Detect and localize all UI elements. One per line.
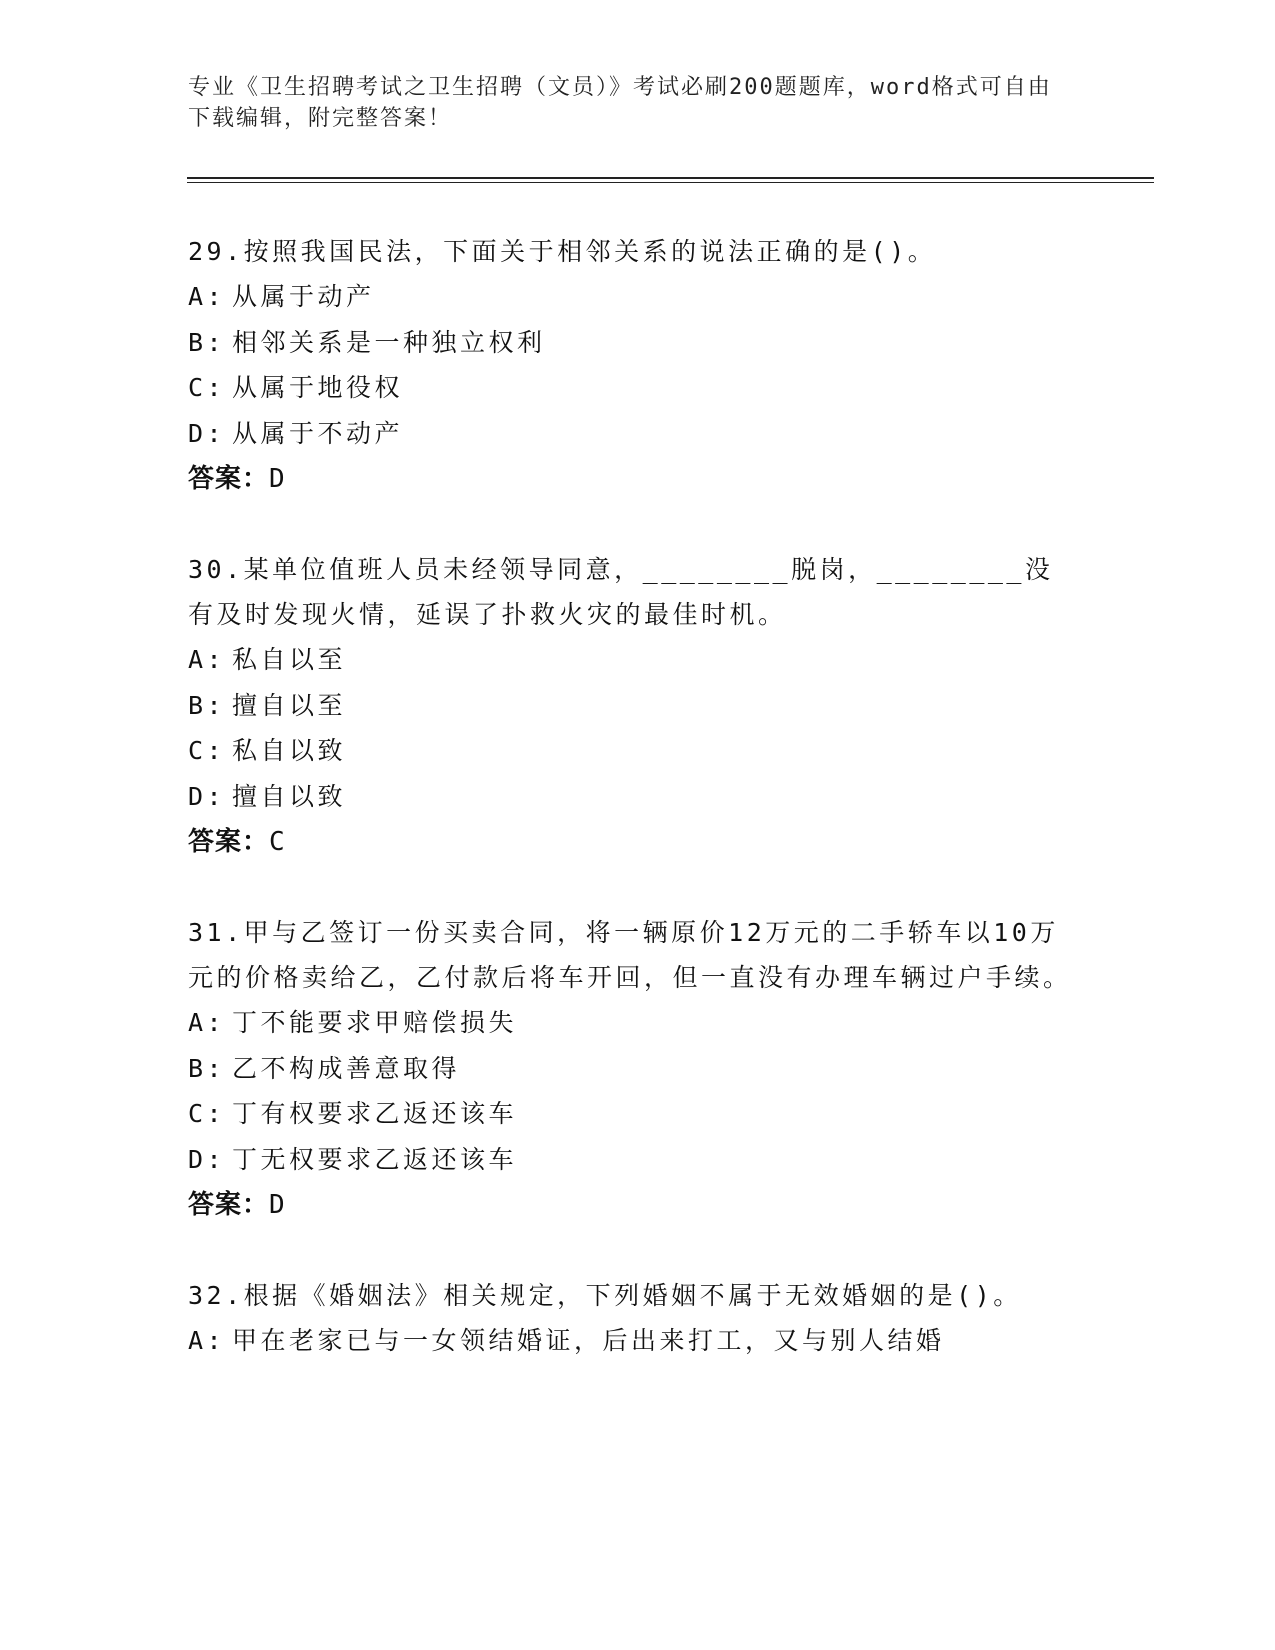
option-letter: A: <box>188 1326 226 1355</box>
option-letter: A: <box>188 645 226 674</box>
answer-label: 答案： <box>188 827 270 857</box>
header-divider-thin <box>187 182 1154 183</box>
option-letter: D: <box>188 1144 226 1174</box>
option-b <box>188 320 1078 366</box>
option-text: 私自以致 <box>232 736 347 765</box>
option-text: 丁无权要求乙返还该车 <box>232 1144 518 1174</box>
option-a <box>188 274 1078 320</box>
header-text: 专业《卫生招聘考试之卫生招聘（文员）》考试必刷200题题库，word格式可自由下载编辑，附完整答案！ <box>188 75 1052 131</box>
question-stem: 30.某单位值班人员未经领导同意，________脱岗，________没有及时发现火情，延误了扑救火灾的最佳时机。 <box>188 555 1054 629</box>
answer-value: D <box>269 464 287 494</box>
question-29 <box>188 229 1078 502</box>
option-letter: C: <box>188 1099 226 1128</box>
question-stem: 31.甲与乙签订一份买卖合同，将一辆原价12万元的二手轿车以10万元的价格卖给乙，乙付款后将车开回，但一直没有办理车辆过户手续。 <box>188 918 1072 992</box>
answer-label: 答案： <box>188 1190 270 1220</box>
question-32 <box>188 1273 1078 1364</box>
option-a <box>188 637 1078 683</box>
option-d <box>188 411 1078 457</box>
option-letter: C: <box>188 736 226 765</box>
option-text: 相邻关系是一种独立权利 <box>232 327 546 357</box>
answer-value: D <box>269 1190 287 1220</box>
option-d <box>188 1137 1078 1183</box>
option-text: 甲在老家已与一女领结婚证，后出来打工，又与别人结婚 <box>232 1326 945 1355</box>
option-letter: A: <box>188 282 226 311</box>
option-text: 乙不构成善意取得 <box>232 1053 461 1083</box>
question-list <box>188 229 1078 1409</box>
option-text: 擅自以至 <box>232 690 347 720</box>
answer-line <box>188 1182 1078 1228</box>
option-text: 丁有权要求乙返还该车 <box>232 1099 518 1128</box>
option-text: 从属于动产 <box>232 282 375 311</box>
option-letter: D: <box>188 418 226 448</box>
option-text: 从属于不动产 <box>232 418 404 448</box>
option-letter: A: <box>188 1008 226 1037</box>
option-a <box>188 1318 1078 1364</box>
option-text: 从属于地役权 <box>232 373 404 402</box>
option-text: 擅自以致 <box>232 781 347 811</box>
question-30 <box>188 547 1078 865</box>
question-stem: 32.根据《婚姻法》相关规定，下列婚姻不属于无效婚姻的是()。 <box>188 1281 1022 1310</box>
option-text: 丁不能要求甲赔偿损失 <box>232 1008 518 1037</box>
document-header <box>188 72 1068 134</box>
option-text: 私自以至 <box>232 645 347 674</box>
option-c <box>188 365 1078 411</box>
option-letter: D: <box>188 781 226 811</box>
option-letter: B: <box>188 327 226 357</box>
header-divider-thick <box>187 177 1154 179</box>
question-stem: 29.按照我国民法，下面关于相邻关系的说法正确的是()。 <box>188 237 937 266</box>
option-c <box>188 728 1078 774</box>
option-b <box>188 1046 1078 1092</box>
answer-line <box>188 819 1078 865</box>
option-d <box>188 774 1078 820</box>
option-b <box>188 683 1078 729</box>
option-letter: B: <box>188 690 226 720</box>
option-letter: C: <box>188 373 226 402</box>
option-a <box>188 1000 1078 1046</box>
answer-line <box>188 456 1078 502</box>
option-c <box>188 1091 1078 1137</box>
option-letter: B: <box>188 1053 226 1083</box>
question-31 <box>188 910 1078 1228</box>
answer-value: C <box>269 827 287 857</box>
answer-label: 答案： <box>188 464 270 494</box>
